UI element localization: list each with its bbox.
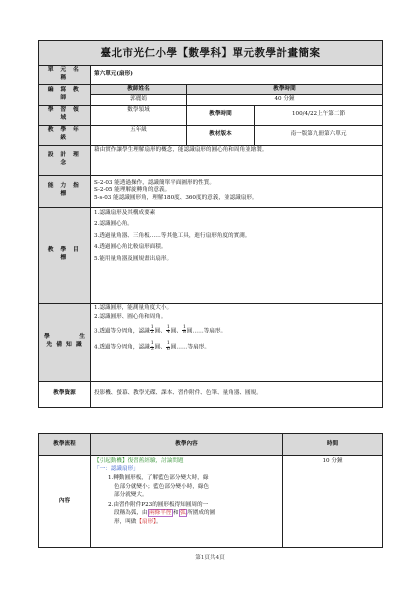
unit-label: 單 元 名 稱 bbox=[39, 66, 91, 85]
highlight-arc: 弧 bbox=[180, 510, 186, 517]
content-time: 10 分鐘 bbox=[283, 456, 383, 548]
fraction-third: $\frac{1}{3}$ bbox=[150, 341, 154, 352]
prior-item: 3.透過等分周角，認識 $\frac{1}{2}$ 圓、 $\frac{1}{4}$ 圓、 $\frac{1}{8}$ 圓……等扇形。 bbox=[94, 324, 227, 336]
highlight-sector-term: 【扇形】 bbox=[136, 518, 156, 525]
teaching-duration-value: 40 分鐘 bbox=[187, 95, 383, 106]
process-table bbox=[38, 433, 383, 548]
edition-label: 教材版本 bbox=[187, 125, 255, 145]
lesson-plan-table bbox=[38, 40, 383, 408]
section-heading: 「一：認識扇形」 bbox=[94, 465, 139, 472]
fraction-eighth: $\frac{1}{8}$ bbox=[182, 324, 186, 336]
prior-item: 2.認識圓形、圓心角和周角。 bbox=[94, 314, 167, 321]
content-label: 內容 bbox=[39, 456, 91, 548]
grade-value: 五年級 bbox=[91, 125, 187, 145]
prior-item: 4.透過等分周角，認識 $\frac{1}{3}$ 圓、 $\frac{1}{6}$ 圓……等扇形。 bbox=[94, 341, 210, 352]
resources-label: 教學資源 bbox=[39, 381, 91, 407]
process-col-flow: 教學流程 bbox=[39, 434, 91, 456]
indicator-item: S-2-03 能透過操作，認識簡單平面圖形的性質。 bbox=[94, 179, 215, 186]
author-label: 編 寫 教 師 bbox=[39, 84, 91, 105]
warmup-heading: 【引起動機】復習舊經驗，討論問題 bbox=[94, 458, 184, 464]
fraction-sixth: $\frac{1}{6}$ bbox=[166, 341, 170, 352]
domain-label: 學 習 領 域 bbox=[39, 105, 91, 125]
prior-knowledge-list bbox=[91, 303, 383, 381]
page-footer: 第1頁共4頁 bbox=[195, 555, 225, 561]
highlight-radius: 兩條半徑 bbox=[149, 510, 172, 517]
goal-item: 1.認識扇形及其構成要素 bbox=[94, 209, 156, 216]
indicator-item: 5-s-03 能認識圓形角，理解180度、360度的意義，並認識扇形。 bbox=[94, 194, 258, 201]
goal-item: 4.透過圓心角比較扇形面積。 bbox=[94, 244, 167, 251]
domain-value: 數學領域 bbox=[91, 105, 187, 125]
grade-label: 教 學 年 級 bbox=[39, 125, 91, 145]
teacher-name-header: 教師姓名 bbox=[91, 84, 187, 95]
document-title: 臺北市光仁小學【數學科】單元教學計畫簡案 bbox=[39, 41, 383, 66]
resources-text: 投影機、螢幕、教學光碟、課本、習作附件、色筆、量角器、圓規。 bbox=[91, 381, 383, 407]
goals-label: 教 學 目 標 bbox=[39, 207, 91, 303]
prior-knowledge-label: 學 生 先 備 知 識 bbox=[39, 303, 91, 381]
session-time-label: 教學時間 bbox=[187, 105, 255, 125]
process-col-content: 教學內容 bbox=[91, 434, 283, 456]
indicators-list bbox=[91, 175, 383, 207]
content-body: 【引起動機】復習舊經驗，討論問題 「一：認識扇形」 1.轉動圓形板，了解藍色部分變大時，綠 色部分就變小；藍色部分變小時，綠色 部分就變大。 2.由習作附件P23的圓形板得知圓周的一 段稱為弧，由 兩條半徑 和 弧 所圍成的圖 形，叫做【扇形】。 bbox=[91, 456, 283, 548]
indicators-label: 能 力 指 標 bbox=[39, 175, 91, 207]
design-text: 藉由實作讓學生理解扇形的概念，能認識扇形的圓心角和周角並繪製。 bbox=[91, 145, 383, 175]
goals-list bbox=[91, 207, 383, 303]
fraction-quarter: $\frac{1}{4}$ bbox=[166, 324, 170, 336]
teacher-name-value: 郭麗娟 bbox=[91, 95, 187, 106]
goal-item: 2.認識圓心角。 bbox=[94, 221, 133, 228]
indicator-item: S-2-05 能理解旋轉角的意義。 bbox=[94, 187, 171, 194]
process-col-time: 時間 bbox=[283, 434, 383, 456]
session-time-value: 100/4/22上午第二節 bbox=[255, 105, 383, 125]
fraction-half: $\frac{1}{2}$ bbox=[150, 324, 154, 336]
design-label: 設 計 理 念 bbox=[39, 145, 91, 175]
goal-item: 3.透過量角器、三角板……等其他工具，進行扇形角度的實測。 bbox=[94, 232, 251, 239]
goal-item: 5.能用量角器及圓規畫出扇形。 bbox=[94, 255, 173, 262]
prior-item: 1.認識圓形，能測量角度大小。 bbox=[94, 304, 173, 311]
edition-value: 南一版第九冊第六單元 bbox=[255, 125, 383, 145]
unit-value: 第六單元(扇形) bbox=[91, 66, 383, 85]
teaching-time-header: 教學時間 bbox=[187, 84, 383, 95]
